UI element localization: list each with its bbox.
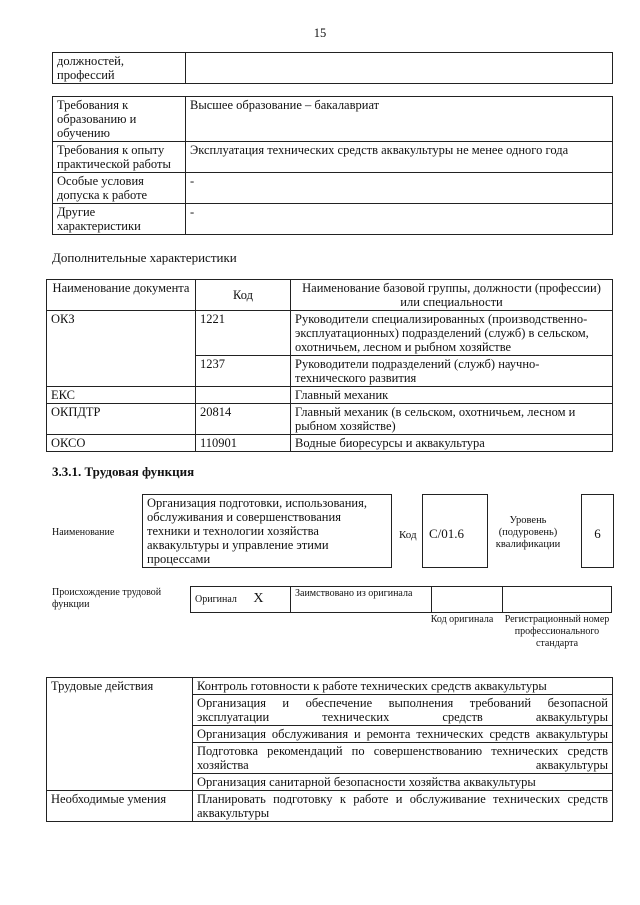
function-level-label: Уровень (подуровень) квалификации [495, 515, 561, 550]
origin-original-label: Оригинал [195, 594, 237, 605]
origin-reg-caption: Регистрационный номер профессионального стандарта [504, 614, 610, 649]
section-title: 3.3.1. Трудовая функция [52, 464, 195, 479]
origin-code-cell [432, 587, 503, 613]
additional-header-code: Код [196, 280, 291, 311]
req-experience-label: Требования к опыту практической работы [53, 142, 186, 173]
table-row-doc: ЕКС [47, 387, 196, 404]
table-row-name: Главный механик (в сельском, охотничьем, лесном и рыбном хозяйстве) [291, 404, 613, 435]
function-level-box [581, 494, 614, 568]
list-item: Контроль готовности к работе технических средств аквакультуры [193, 678, 613, 695]
table-row-doc: ОКСО [47, 435, 196, 452]
additional-header-doc: Наименование документа [47, 280, 196, 311]
origin-original-cell [191, 587, 291, 613]
origin-original-mark: X [253, 591, 264, 606]
additional-heading: Дополнительные характеристики [52, 250, 237, 265]
top-table-label: должностей, профессий [53, 53, 186, 84]
function-name-value: Организация подготовки, использования, обслуживания и совершенствования техники и технологии хозяйства аквакультуры и управление этими процессами [147, 496, 367, 566]
req-conditions-value: - [186, 173, 613, 204]
table-row-name: Главный механик [291, 387, 613, 404]
list-item: Подготовка рекомендаций по совершенствованию технических средств хозяйства аквакультуры [193, 743, 613, 774]
requirements-table [52, 96, 613, 235]
top-table-value [186, 53, 613, 84]
table-row-doc: ОКПДТР [47, 404, 196, 435]
additional-header-name: Наименование базовой группы, должности (профессии) или специальности [291, 280, 613, 311]
function-code-box [422, 494, 488, 568]
function-code-value: С/01.6 [429, 526, 465, 541]
req-education-value: Высшее образование – бакалавриат [186, 97, 613, 142]
table-row-code: 1237 [196, 356, 291, 387]
labor-actions-label: Трудовые действия [47, 678, 193, 791]
origin-reg-cell [503, 587, 612, 613]
function-code-label: Код [399, 529, 417, 541]
function-name-label: Наименование [52, 527, 115, 538]
page-number: 15 [313, 26, 327, 40]
labor-table [46, 677, 613, 822]
req-education-label: Требования к образованию и обучению [53, 97, 186, 142]
table-row-code: 1221 [196, 311, 291, 356]
table-row-name: Руководители подразделений (служб) научно-технического развития [291, 356, 613, 387]
list-item: Планировать подготовку к работе и обслуживание технических средств аквакультуры [193, 791, 613, 822]
function-name-box [142, 494, 392, 568]
req-experience-value: Эксплуатация технических средств аквакультуры не менее одного года [186, 142, 613, 173]
table-row-code: 110901 [196, 435, 291, 452]
additional-table [46, 279, 613, 452]
origin-code-caption: Код оригинала [430, 614, 494, 625]
req-other-value: - [186, 204, 613, 235]
list-item: Организация обслуживания и ремонта технических средств аквакультуры [193, 726, 613, 743]
function-level-value: 6 [594, 526, 601, 541]
req-other-label: Другие характеристики [53, 204, 186, 235]
table-row-code: 20814 [196, 404, 291, 435]
table-row-name: Руководители специализированных (производственно-эксплуатационных) подразделений (служб) в сельском, охотничьем, лесном и рыбном хозяйстве [291, 311, 613, 356]
table-row-name: Водные биоресурсы и аквакультура [291, 435, 613, 452]
list-item: Организация и обеспечение выполнения требований безопасной эксплуатации технических средств аквакультуры [193, 695, 613, 726]
list-item: Организация санитарной безопасности хозяйства аквакультуры [193, 774, 613, 791]
origin-table [190, 586, 612, 613]
origin-label: Происхождение трудовой функции [52, 587, 162, 610]
labor-skills-label: Необходимые умения [47, 791, 193, 822]
origin-borrowed-label: Заимствовано из оригинала [291, 587, 432, 613]
table-row-code [196, 387, 291, 404]
table-row-doc: ОКЗ [47, 311, 196, 387]
req-conditions-label: Особые условия допуска к работе [53, 173, 186, 204]
top-table [52, 52, 613, 84]
